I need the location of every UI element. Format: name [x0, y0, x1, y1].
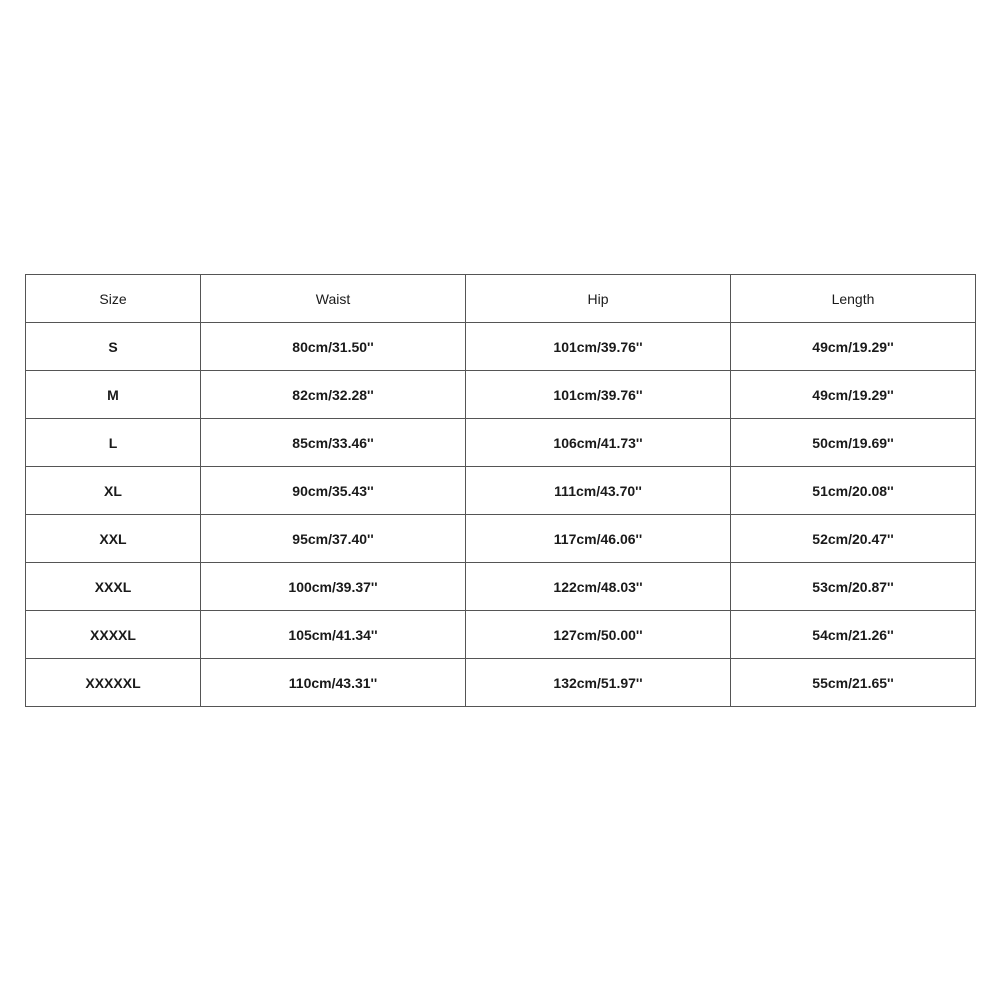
cell-waist: 90cm/35.43'': [201, 467, 466, 515]
table-row: [26, 323, 976, 371]
cell-waist: 95cm/37.40'': [201, 515, 466, 563]
cell-length: 54cm/21.26'': [731, 611, 976, 659]
header-hip: Hip: [466, 275, 731, 323]
cell-size: M: [26, 371, 201, 419]
cell-size: XXXXXL: [26, 659, 201, 707]
cell-waist: 85cm/33.46'': [201, 419, 466, 467]
cell-size: XL: [26, 467, 201, 515]
table-row: [26, 419, 976, 467]
size-chart-table: [25, 274, 976, 707]
cell-size: XXXL: [26, 563, 201, 611]
cell-waist: 82cm/32.28'': [201, 371, 466, 419]
header-size: Size: [26, 275, 201, 323]
cell-size: S: [26, 323, 201, 371]
cell-hip: 101cm/39.76'': [466, 371, 731, 419]
cell-hip: 101cm/39.76'': [466, 323, 731, 371]
cell-size: XXXXL: [26, 611, 201, 659]
cell-waist: 110cm/43.31'': [201, 659, 466, 707]
cell-length: 52cm/20.47'': [731, 515, 976, 563]
cell-length: 49cm/19.29'': [731, 323, 976, 371]
cell-hip: 117cm/46.06'': [466, 515, 731, 563]
table-row: [26, 371, 976, 419]
cell-hip: 127cm/50.00'': [466, 611, 731, 659]
cell-waist: 100cm/39.37'': [201, 563, 466, 611]
header-waist: Waist: [201, 275, 466, 323]
table-row: [26, 467, 976, 515]
cell-hip: 132cm/51.97'': [466, 659, 731, 707]
table-row: [26, 611, 976, 659]
cell-length: 49cm/19.29'': [731, 371, 976, 419]
table-row: [26, 563, 976, 611]
cell-waist: 80cm/31.50'': [201, 323, 466, 371]
table-row: [26, 515, 976, 563]
cell-hip: 106cm/41.73'': [466, 419, 731, 467]
cell-length: 53cm/20.87'': [731, 563, 976, 611]
table-row: [26, 659, 976, 707]
cell-length: 55cm/21.65'': [731, 659, 976, 707]
header-length: Length: [731, 275, 976, 323]
cell-length: 50cm/19.69'': [731, 419, 976, 467]
cell-size: XXL: [26, 515, 201, 563]
cell-hip: 111cm/43.70'': [466, 467, 731, 515]
table-header-row: [26, 275, 976, 323]
cell-hip: 122cm/48.03'': [466, 563, 731, 611]
cell-length: 51cm/20.08'': [731, 467, 976, 515]
cell-waist: 105cm/41.34'': [201, 611, 466, 659]
cell-size: L: [26, 419, 201, 467]
